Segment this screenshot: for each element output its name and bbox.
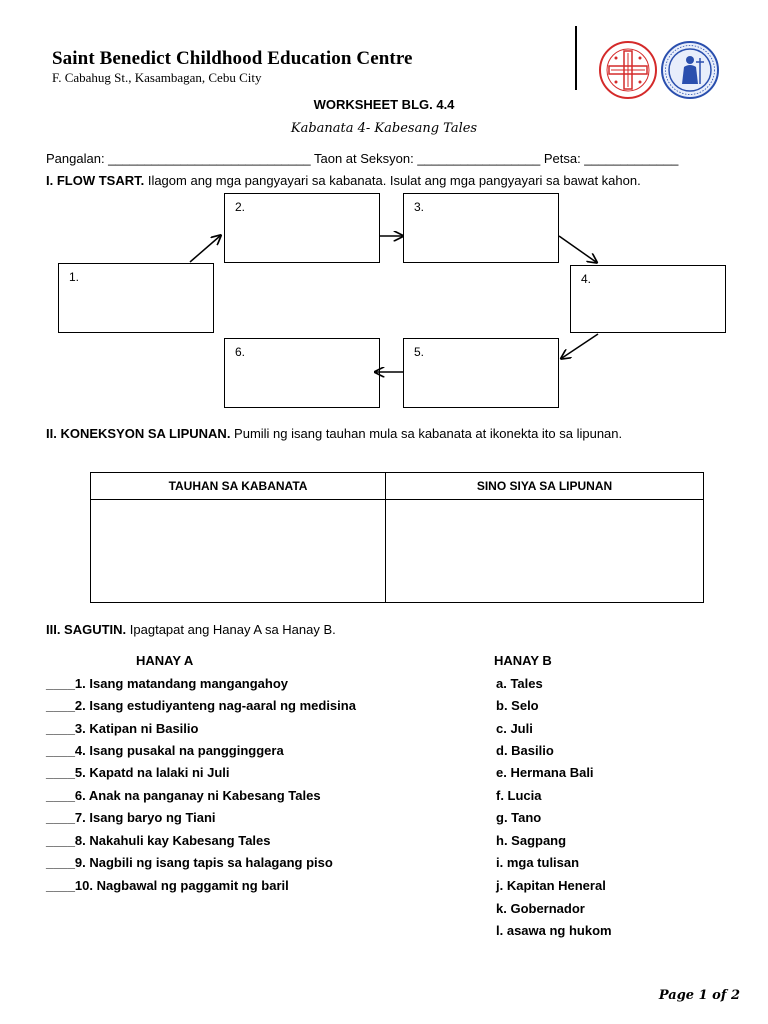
- page-number: Page 1 of 2: [658, 988, 740, 1003]
- school-address: F. Cabahug St., Kasambagan, Cebu City: [52, 70, 262, 85]
- hanay-a-item-4[interactable]: ____4. Isang pusakal na pangginggera: [46, 743, 284, 758]
- hanay-a-item-7[interactable]: ____7. Isang baryo ng Tiani: [46, 810, 216, 825]
- tauhan-answer-cell[interactable]: [91, 500, 386, 603]
- hanay-a-item-5[interactable]: ____5. Kapatd na lalaki ni Juli: [46, 765, 230, 780]
- hanay-b-item-g: g. Tano: [496, 810, 542, 825]
- hanay-b-item-k: k. Gobernador: [496, 901, 585, 916]
- flow-box-number: 3.: [414, 200, 425, 214]
- hanay-a-title: HANAY A: [136, 653, 194, 668]
- hanay-a-item-9[interactable]: ____9. Nagbili ng isang tapis sa halagang piso: [46, 855, 333, 870]
- worksheet-title: WORKSHEET BLG. 4.4: [313, 97, 455, 112]
- hanay-b-item-b: b. Selo: [496, 698, 539, 713]
- col-lipunan-header: SINO SIYA SA LIPUNAN: [386, 473, 704, 500]
- arrow-4-to-5: [562, 334, 598, 358]
- section-2-instruction: Pumili ng isang tauhan mula sa kabanata at ikonekta ito sa lipunan.: [230, 426, 623, 441]
- hanay-b-item-c: c. Juli: [496, 721, 533, 736]
- hanay-b-title: HANAY B: [494, 653, 552, 668]
- hanay-a-item-10[interactable]: ____10. Nagbawal ng paggamit ng baril: [46, 878, 289, 893]
- section-3-label: III. SAGUTIN.: [46, 622, 127, 637]
- hanay-a-item-8[interactable]: ____8. Nakahuli kay Kabesang Tales: [46, 833, 271, 848]
- hanay-a-item-2[interactable]: ____2. Isang estudiyanteng nag-aaral ng medisina: [46, 698, 356, 713]
- student-info-line: Pangalan: ____________________________ Taon at Seksyon: _________________ Petsa: _____________: [46, 151, 679, 166]
- connection-table: [90, 472, 704, 603]
- hanay-a-item-3[interactable]: ____3. Katipan ni Basilio: [46, 721, 199, 736]
- school-name: Saint Benedict Childhood Education Centre: [52, 48, 413, 69]
- section-2-heading: [46, 426, 622, 441]
- section-1-instruction: Ilagom ang mga pangyayari sa kabanata. Isulat ang mga pangyayari sa bawat kahon.: [144, 173, 641, 188]
- section-3-instruction: Ipagtapat ang Hanay A sa Hanay B.: [126, 622, 336, 637]
- arrow-3-to-4: [559, 236, 596, 262]
- flow-box-number: 1.: [69, 270, 80, 284]
- lipunan-answer-cell[interactable]: [386, 500, 704, 603]
- hanay-b-item-e: e. Hermana Bali: [496, 765, 594, 780]
- flow-box-number: 5.: [414, 345, 425, 359]
- flow-box-number: 6.: [235, 345, 246, 359]
- worksheet-subtitle: Kabanata 4- Kabesang Tales: [290, 121, 478, 136]
- hanay-b-item-i: i. mga tulisan: [496, 855, 580, 870]
- flow-box-number: 4.: [581, 272, 592, 286]
- flow-box-number: 2.: [235, 200, 246, 214]
- hanay-a-item-6[interactable]: ____6. Anak na panganay ni Kabesang Tales: [46, 788, 321, 803]
- section-1-label: I. FLOW TSART.: [46, 173, 145, 188]
- hanay-b-item-j: j. Kapitan Heneral: [496, 878, 606, 893]
- col-tauhan-header: TAUHAN SA KABANATA: [91, 473, 386, 500]
- hanay-b-item-l: l. asawa ng hukom: [496, 923, 612, 938]
- section-3-heading: [46, 622, 336, 637]
- arrow-1-to-2: [190, 236, 220, 262]
- section-2-label: II. KONEKSYON SA LIPUNAN.: [46, 426, 231, 441]
- hanay-a-item-1[interactable]: ____1. Isang matandang mangangahoy: [46, 676, 289, 691]
- hanay-b-item-f: f. Lucia: [496, 788, 542, 803]
- hanay-b-item-d: d. Basilio: [496, 743, 554, 758]
- hanay-b-item-h: h. Sagpang: [496, 833, 567, 848]
- hanay-b-item-a: a. Tales: [496, 676, 543, 691]
